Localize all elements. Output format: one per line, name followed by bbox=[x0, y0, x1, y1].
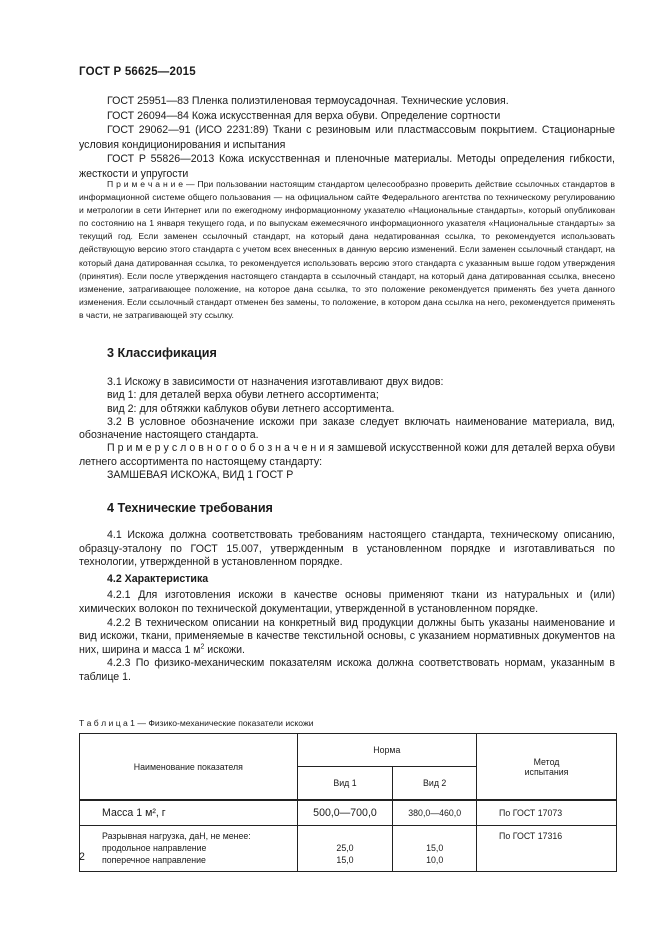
table-row bbox=[80, 826, 617, 872]
example-text: замшевой искусственной кожи для деталей верха обуви летнего ассортимента по настоящему стандарту: bbox=[79, 442, 615, 468]
col-header-vid1: Вид 1 bbox=[297, 767, 393, 801]
reference-item: ГОСТ 25951—83 Пленка полиэтиленовая термоусадочная. Технические условия. bbox=[107, 95, 509, 107]
cell-method: По ГОСТ 17073 bbox=[477, 800, 617, 826]
section-4-body bbox=[79, 529, 615, 685]
section-3-body bbox=[79, 376, 615, 482]
col-header-method: Метод испытания bbox=[477, 734, 617, 801]
note-text: — При пользовании настоящим стандартом целесообразно проверить действие ссылочных стандартов в информационной системе общего пользования — на официальном сайте Федерального агентства по техническому регулированию и метрологии в сети Интернет или по ежегодному информационному указателю «Национальные стандарты», который опубликован по состоянию на 1 января текущего года, и по выпускам ежемесячного информационного указателя «Национальные стандарты» за текущий год. Если заменен ссылочный стандарт, на который дана недатированная ссылка, то рекомендуется использовать действующую версию этого стандарта с учетом всех внесенных в данную версию изменений. Если заменен ссылочный стандарт, на который дана датированная ссылка, то рекомендуется использовать версию этого стандарта с указанным выше годом утверждения (принятия). Если после утверждения настоящего стандарта в ссылочный стандарт, на который дана датированная ссылка, внесено изменение, затрагивающее положение, на которое дана ссылка, то это положение рекомендуется применять без учета данного изменения. Если ссылочный стандарт отменен без замены, то положение, в котором дана ссылка на него, рекомендуется применять в части, не затрагивающей эту ссылку. bbox=[79, 179, 616, 320]
reference-item: ГОСТ 29062—91 (ИСО 2231:89) Ткани с резиновым или пластмассовым покрытием. Стационарные условия кондиционирования и испытания bbox=[79, 124, 615, 151]
paragraph: 4.2.3 По физико-механическим показателям искожа должна соответствовать нормам, указанным в таблице 1. bbox=[79, 657, 615, 683]
doc-code-header: ГОСТ Р 56625—2015 bbox=[79, 66, 196, 78]
paragraph: 4.2.1 Для изготовления искожи в качестве основы применяют ткани из натуральных и (или) химических волокон по технической документации, утвержденной в установленном порядке. bbox=[79, 589, 615, 615]
example-paragraph bbox=[79, 442, 615, 469]
example-value: ЗАМШЕВАЯ ИСКОЖА, ВИД 1 ГОСТ Р bbox=[107, 469, 294, 482]
table-header-row bbox=[80, 734, 617, 767]
paragraph: 3.1 Искожу в зависимости от назначения изготавливают двух видов: bbox=[107, 376, 444, 388]
cell-vid2: 380,0—460,0 bbox=[393, 800, 477, 826]
cell-name: Разрывная нагрузка, даН, не менее: продольное направление поперечное направление bbox=[80, 826, 298, 872]
paragraph: вид 1: для деталей верха обуви летнего ассортимента; bbox=[107, 389, 379, 402]
paragraph: 4.1 Искожа должна соответствовать требованиям настоящего стандарта, техническому описанию, образцу-эталону по ГОСТ 15.007, утвержденным в установленном порядке и изготавливаться по технологии, утвержденной в установленном порядке. bbox=[79, 529, 615, 569]
paragraph: 4.2.2 В техническом описании на конкретный вид продукции должны быть указаны наименование и вид искожи, ткани, применяемые в качестве текстильной основы, с указанием нормативных документов на них, ширина и масса 1 $м^2$ искожи. bbox=[79, 616, 615, 656]
cell-vid1: 500,0—700,0 bbox=[297, 800, 393, 826]
col-header-name: Наименование показателя bbox=[80, 734, 298, 801]
subsection-heading: 4.2 Характеристика bbox=[107, 572, 209, 585]
cell-method: По ГОСТ 17316 bbox=[477, 826, 617, 872]
col-header-norm: Норма bbox=[297, 734, 476, 767]
normative-references bbox=[79, 94, 615, 182]
table-row bbox=[80, 800, 617, 826]
section-4-heading: 4 Технические требования bbox=[107, 501, 273, 515]
cell-vid2: 15,0 10,0 bbox=[393, 826, 477, 872]
section-3-heading: 3 Классификация bbox=[107, 346, 217, 360]
paragraph: вид 2: для обтяжки каблуков обуви летнего ассортимента. bbox=[107, 402, 395, 415]
note-label: П р и м е ч а н и е bbox=[107, 179, 184, 189]
example-label: П р и м е р у с л о в н о г о о б о з н а ч е н и я bbox=[107, 442, 334, 455]
cell-name: Масса 1 м², г bbox=[80, 800, 298, 826]
table-caption: Т а б л и ц а 1 — Физико-механические показатели искожи bbox=[79, 718, 314, 728]
note-block bbox=[79, 178, 615, 322]
reference-item: ГОСТ Р 55826—2013 Кожа искусственная и пленочные материалы. Методы определения гибкости, жесткости и упругости bbox=[79, 153, 615, 180]
paragraph: 3.2 В условное обозначение искожи при заказе следует включать наименование материала, вид, обозначение настоящего стандарта. bbox=[79, 415, 615, 442]
reference-item: ГОСТ 26094—84 Кожа искусственная для верха обуви. Определение сортности bbox=[107, 109, 501, 122]
page-number: 2 bbox=[79, 851, 85, 863]
cell-vid1: 25,0 15,0 bbox=[297, 826, 393, 872]
table-1 bbox=[79, 733, 617, 872]
col-header-vid2: Вид 2 bbox=[393, 767, 477, 801]
